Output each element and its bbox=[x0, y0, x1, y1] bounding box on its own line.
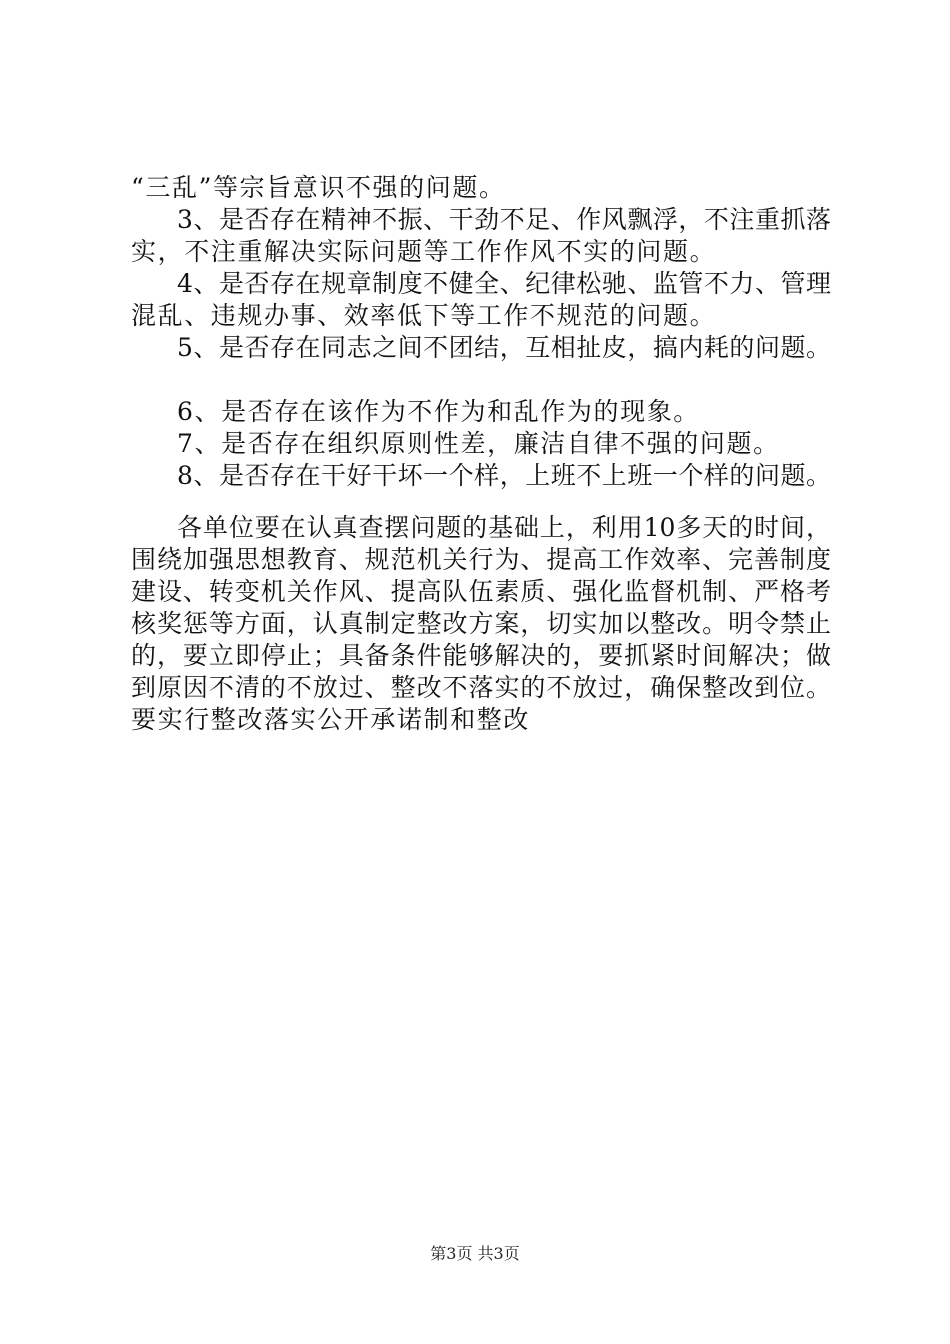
paragraph-line: 4、是否存在规章制度不健全、纪律松驰、监管不力、管理 bbox=[177, 269, 831, 298]
paragraph-line: 7、是否存在组织原则性差，廉洁自律不强的问题。 bbox=[177, 429, 780, 458]
paragraph-line: 建设、转变机关作风、提高队伍素质、强化监督机制、严格考 bbox=[131, 577, 831, 606]
page-number-footer: 第3页 共3页 bbox=[430, 1244, 520, 1263]
paragraph-line: 要实行整改落实公开承诺制和整改 bbox=[131, 705, 531, 734]
paragraph-line: 实，不注重解决实际问题等工作作风不实的问题。 bbox=[131, 237, 717, 266]
paragraph-line: 混乱、违规办事、效率低下等工作不规范的问题。 bbox=[131, 301, 717, 330]
paragraph-line: 5、是否存在同志之间不团结，互相扯皮，搞内耗的问题。 bbox=[177, 333, 831, 362]
paragraph-line: “三乱”等宗旨意识不强的问题。 bbox=[131, 173, 506, 202]
paragraph-line: 核奖惩等方面，认真制定整改方案，切实加以整改。明令禁止 bbox=[131, 609, 831, 638]
paragraph-line: 各单位要在认真查摆问题的基础上，利用10多天的时间， bbox=[177, 513, 831, 542]
paragraph-line: 的，要立即停止；具备条件能够解决的，要抓紧时间解决；做 bbox=[131, 641, 831, 670]
paragraph-line: 6、是否存在该作为不作为和乱作为的现象。 bbox=[177, 397, 700, 426]
paragraph-line: 3、是否存在精神不振、干劲不足、作风飘浮，不注重抓落 bbox=[177, 205, 831, 234]
paragraph-line: 到原因不清的不放过、整改不落实的不放过，确保整改到位。 bbox=[131, 673, 831, 702]
paragraph-line: 8、是否存在干好干坏一个样，上班不上班一个样的问题。 bbox=[177, 461, 831, 490]
paragraph-line: 围绕加强思想教育、规范机关行为、提高工作效率、完善制度 bbox=[131, 545, 831, 574]
